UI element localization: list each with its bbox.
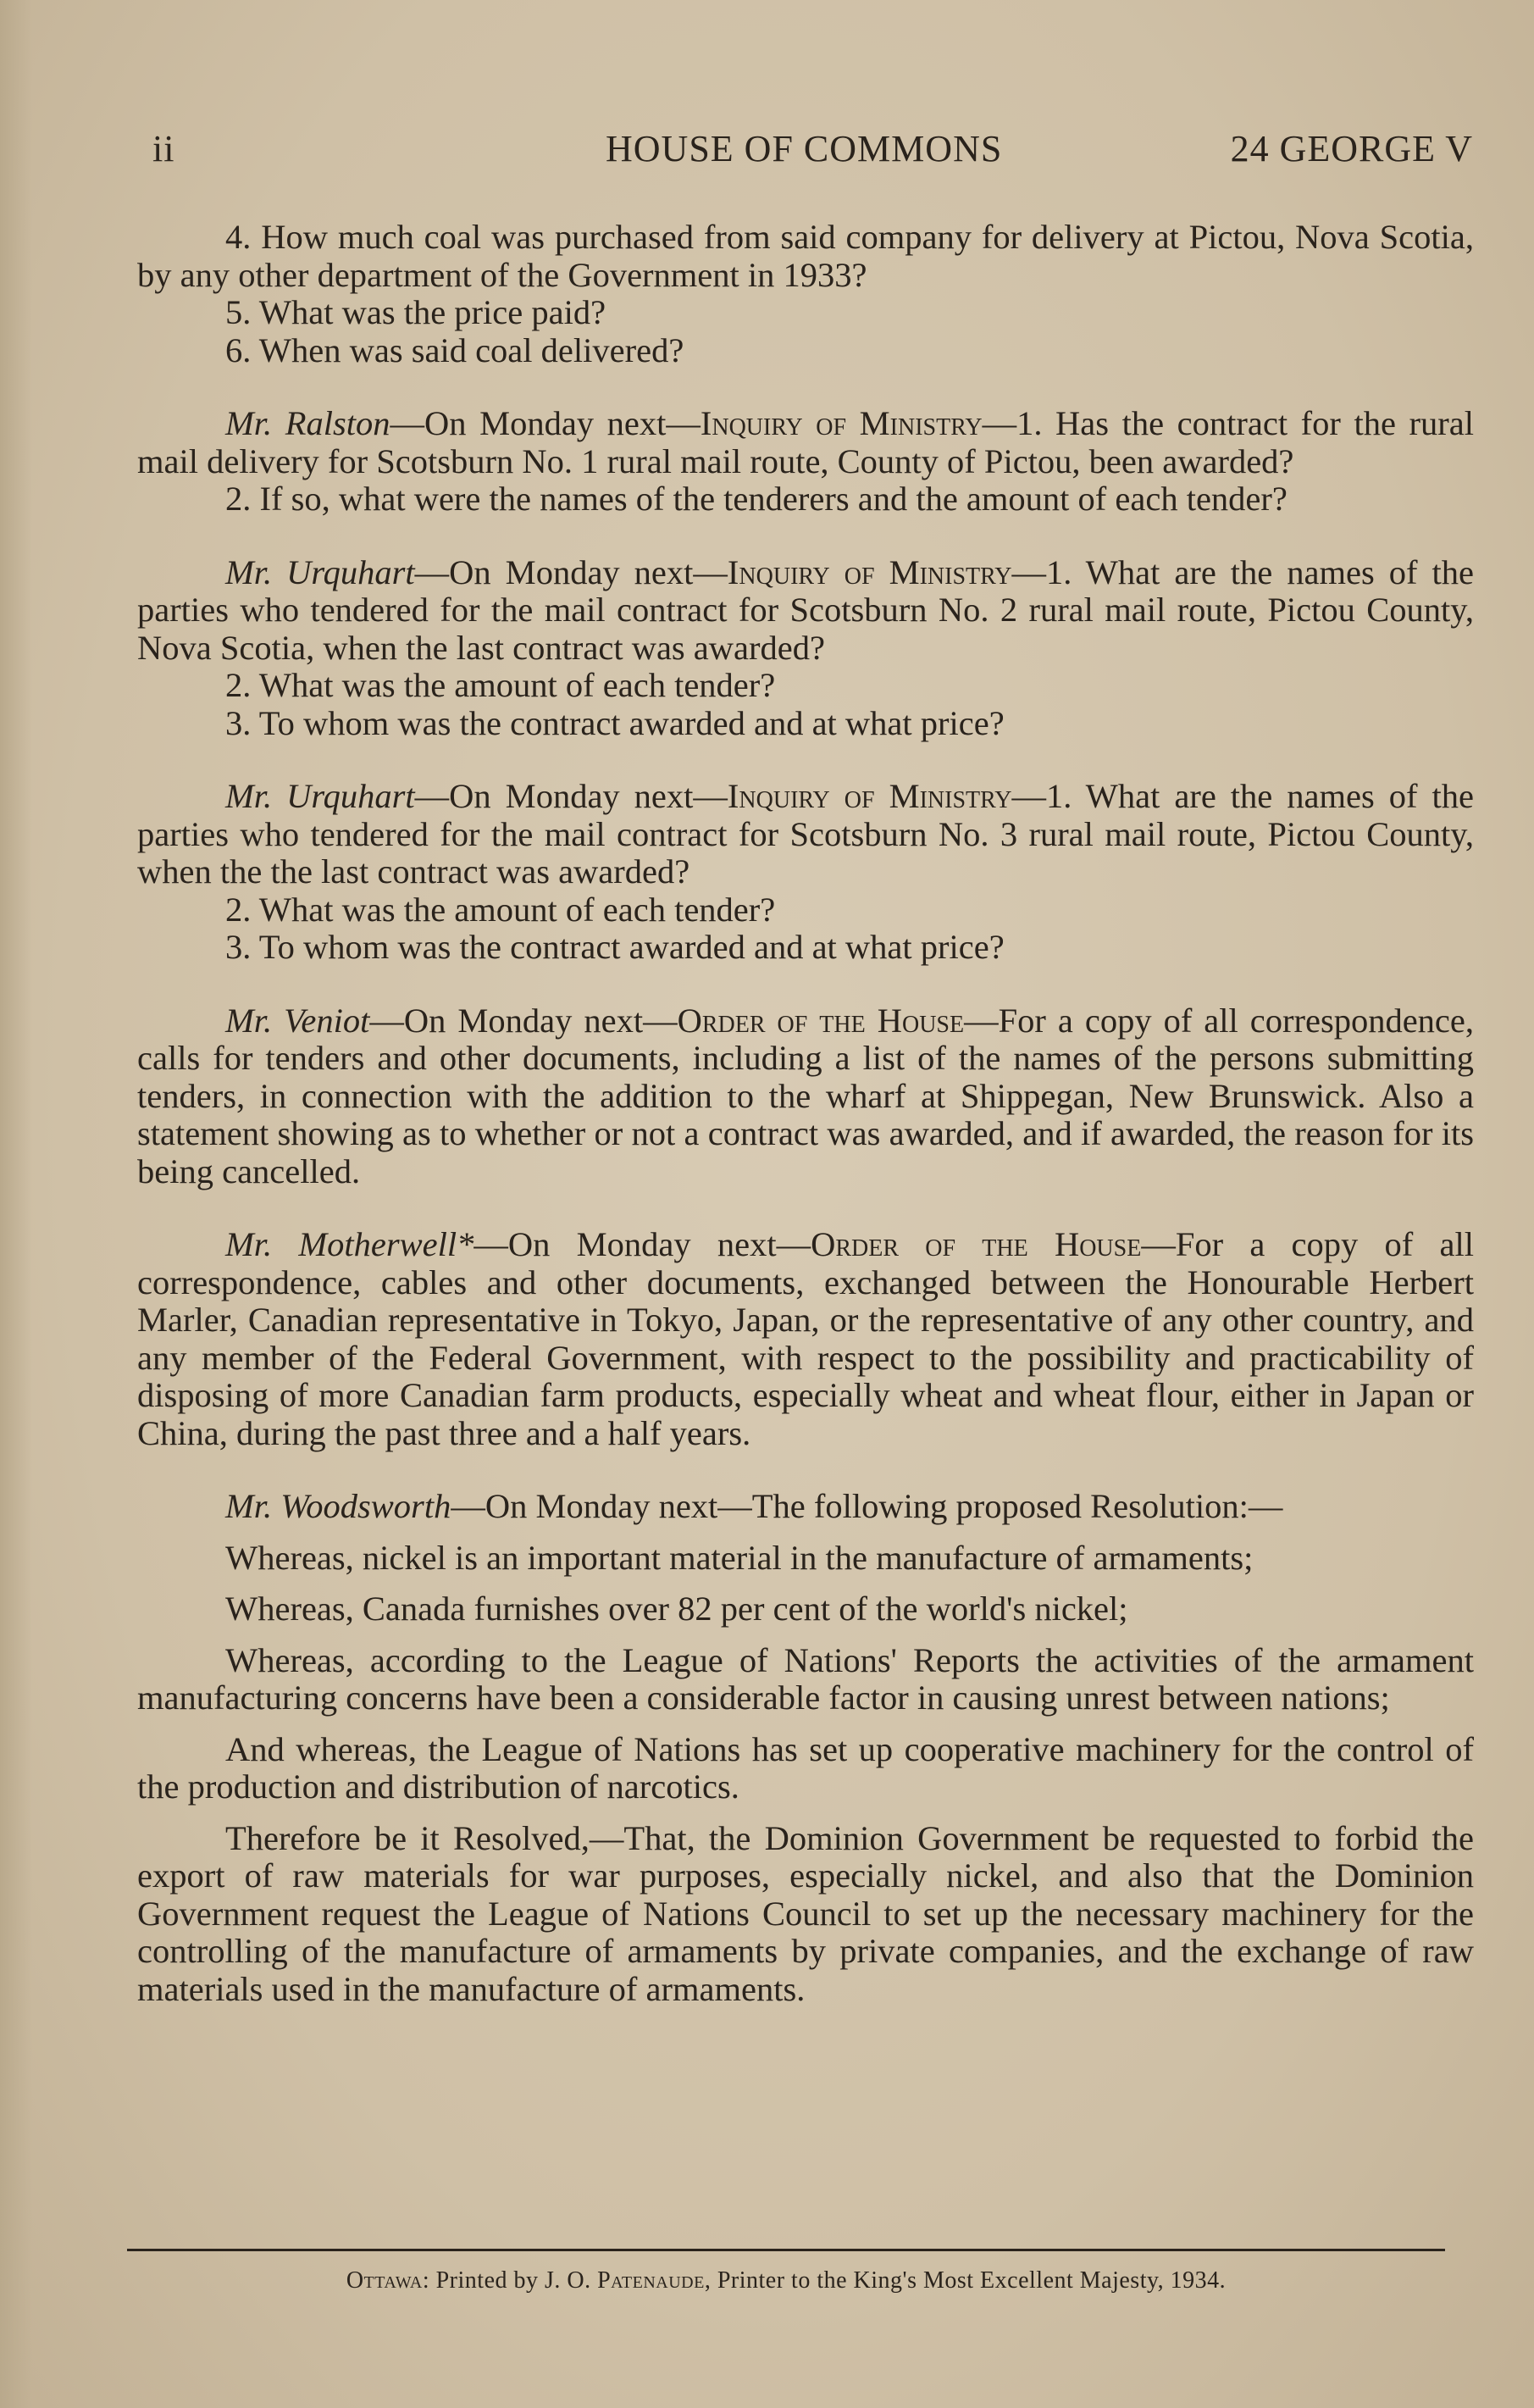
- page-number: ii: [152, 128, 175, 169]
- notice-date: —On Monday next—: [414, 552, 728, 591]
- question-paragraph: 2. If so, what were the names of the tenderers and the amount of each tender?: [225, 480, 1288, 518]
- notice-type: Inquiry of Ministry: [727, 552, 1012, 591]
- member-name: Mr. Motherwell*: [225, 1225, 474, 1263]
- notice-date: —On Monday next—: [451, 1487, 752, 1525]
- notice-paragraph: [137, 405, 1474, 480]
- notice-text: The following proposed Resolution:—: [751, 1487, 1283, 1525]
- notice-paragraph: [137, 1488, 1474, 1526]
- notice-type: Inquiry of Ministry: [700, 404, 983, 442]
- notice-date: —On Monday next—: [473, 1225, 811, 1263]
- member-name: Mr. Veniot: [225, 1001, 370, 1040]
- header-title: HOUSE OF COMMONS: [606, 128, 1003, 169]
- member-name: Mr. Urquhart: [225, 552, 415, 591]
- resolution-paragraph: Whereas, Canada furnishes over 82 per cent of the world's nickel;: [225, 1590, 1128, 1628]
- imprint-text: : Printed by J. O.: [422, 2267, 598, 2294]
- question-paragraph: 6. When was said coal delivered?: [225, 330, 684, 369]
- printer-imprint: [127, 2267, 1445, 2294]
- notice-paragraph: [137, 1002, 1474, 1191]
- resolution-paragraph: Whereas, nickel is an important material in the manufacture of armaments;: [225, 1538, 1254, 1577]
- notice-text: —For a copy of all correspondence, calls for tenders and other documents, including a list of the names of the persons submitting tenders, in connection with the addition to the wharf at Shippegan, New Brunswick. Also a statement showing as to whether or not a contract was awarded, and if awarded, the reason for its being cancelled.: [137, 1001, 1475, 1190]
- notice-type: Order of the House: [677, 1001, 965, 1040]
- resolution-paragraph: Therefore be it Resolved,—That, the Dominion Government be requested to forbid the export of raw materials for war purposes, especially nickel, and also that the Dominion Government request the League of Nations Council to set up the necessary machinery for the controlling of the manufacture of armaments by private companies, and the exchange of raw materials used in the manufacture of armaments.: [137, 1818, 1474, 2008]
- notice-date: —On Monday next—: [369, 1001, 678, 1040]
- header-regnal-year: 24 GEORGE V: [1230, 128, 1473, 169]
- footer-rule: [127, 2249, 1445, 2251]
- resolution-paragraph: Whereas, according to the League of Nations' Reports the activities of the armament manufacturing concerns have been a considerable factor in causing unrest between nations;: [137, 1640, 1474, 1717]
- imprint-printer: Patenaude: [597, 2267, 705, 2294]
- notice-text: —1. What are the names of the parties who tendered for the mail contract for Scotsburn No. 3 rural mail route, Pictou County, when the the last contract was awarded?: [137, 777, 1475, 891]
- resolution-paragraph: And whereas, the League of Nations has set up cooperative machinery for the control of the production and distribution of narcotics.: [137, 1729, 1474, 1806]
- page-spine-shadow: [0, 0, 32, 2408]
- notice-type: Order of the House: [811, 1225, 1142, 1263]
- member-name: Mr. Ralston: [225, 404, 390, 442]
- question-paragraph: 4. How much coal was purchased from said company for delivery at Pictou, Nova Scotia, by any other department of the Government in 1933?: [137, 218, 1474, 294]
- notice-text: —1. Has the contract for the rural mail delivery for Scotsburn No. 1 rural mail route, County of Pictou, been awarded?: [137, 404, 1474, 480]
- notice-type: Inquiry of Ministry: [727, 777, 1012, 815]
- question-paragraph: 2. What was the amount of each tender?: [225, 666, 776, 704]
- question-paragraph: 3. To whom was the contract awarded and at what price?: [225, 703, 1005, 742]
- question-paragraph: 5. What was the price paid?: [225, 293, 606, 331]
- member-name: Mr. Woodsworth: [225, 1487, 451, 1525]
- question-paragraph: 3. To whom was the contract awarded and at what price?: [225, 928, 1005, 966]
- imprint-place: Ottawa: [346, 2267, 423, 2294]
- running-header: [152, 127, 1473, 178]
- notice-text: —1. What are the names of the parties who tendered for the mail contract for Scotsburn No. 2 rural mail route, Pictou County, Nova Scotia, when the last contract was awarded?: [137, 552, 1475, 667]
- notice-date: —On Monday next—: [414, 777, 728, 815]
- notice-paragraph: [137, 554, 1474, 668]
- notice-date: —On Monday next—: [390, 404, 701, 442]
- notice-paragraph: [137, 1226, 1474, 1452]
- notice-text: —For a copy of all correspondence, cables and other documents, exchanged between the Honourable Herbert Marler, Canadian representative in Tokyo, Japan, or the representative of any other country, and any member of the Federal Government, with respect to the possibility and practicability of disposing of more Canadian farm products, especially wheat and wheat flour, either in Japan or China, during the past three and a half years.: [137, 1225, 1474, 1452]
- member-name: Mr. Urquhart: [225, 777, 415, 815]
- notice-paragraph: [137, 778, 1474, 891]
- imprint-rest: , Printer to the King's Most Excellent Majesty, 1934.: [704, 2267, 1227, 2294]
- body-text: [137, 219, 1474, 2008]
- question-paragraph: 2. What was the amount of each tender?: [225, 890, 776, 929]
